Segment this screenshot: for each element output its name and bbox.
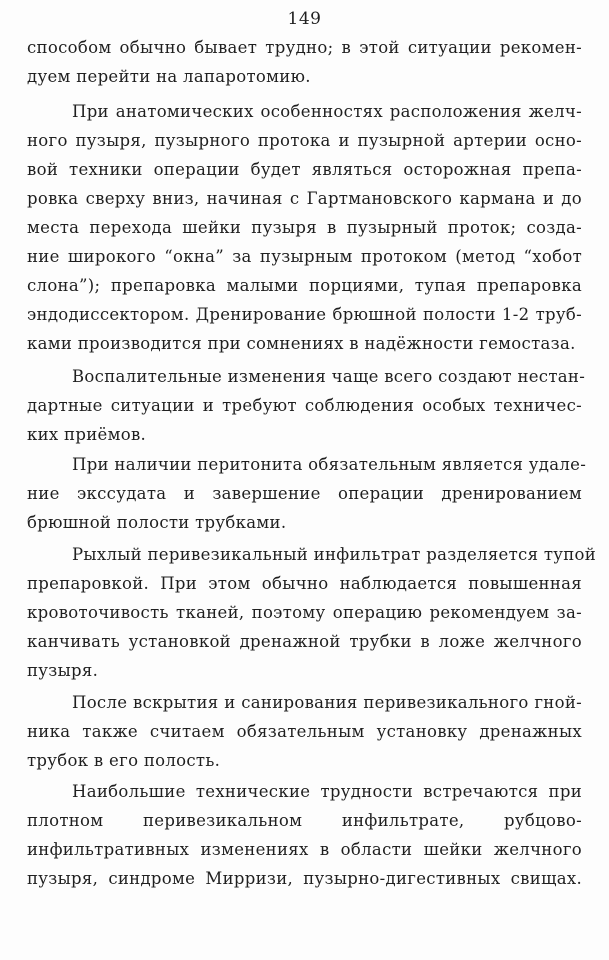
text-line: канчивать установкой дренажной трубки в ложе желчного <box>27 632 582 651</box>
text-line: ного пузыря, пузырного протока и пузырной артерии осно- <box>27 131 582 150</box>
text-line: пузыря. <box>27 661 99 680</box>
text-line: эндодиссектором. Дренирование брюшной полости 1-2 труб- <box>27 305 582 324</box>
text-line: дартные ситуации и требуют соблюдения особых техничес- <box>27 396 582 415</box>
text-line: плотном перивезикальном инфильтрате, рубцово- <box>27 811 582 830</box>
text-line: брюшной полости трубками. <box>27 513 287 532</box>
text-line: ких приёмов. <box>27 425 147 444</box>
page-number: 149 <box>287 9 322 29</box>
text-line: ками производится при сомнениях в надёжности гемостаза. <box>27 334 576 353</box>
text-line: кровоточивость тканей, поэтому операцию рекомендуем за- <box>27 603 582 622</box>
text-line: препаровкой. При этом обычно наблюдается повышенная <box>27 574 582 593</box>
text-line: дуем перейти на лапаротомию. <box>27 67 311 86</box>
text-line: Наибольшие технические трудности встречаются при <box>72 782 582 801</box>
text-line: При анатомических особенностях расположения желч- <box>72 102 582 121</box>
text-line: трубок в его полость. <box>27 751 221 770</box>
text-line: пузыря, синдроме Мирризи, пузырно-дигестивных свищах. <box>27 869 582 888</box>
text-line: места перехода шейки пузыря в пузырный проток; созда- <box>27 218 582 237</box>
text-line: ровка сверху вниз, начиная с Гартмановского кармана и до <box>27 189 582 208</box>
text-line: способом обычно бывает трудно; в этой ситуации рекомен- <box>27 38 582 57</box>
text-line: ние экссудата и завершение операции дренированием <box>27 484 582 503</box>
text-line: При наличии перитонита обязательным является удале- <box>72 455 587 474</box>
text-line: Воспалительные изменения чаще всего создают нестан- <box>72 367 586 386</box>
text-line: После вскрытия и санирования перивезикального гной- <box>72 693 582 712</box>
text-line: слона”); препаровка малыми порциями, тупая препаровка <box>27 276 582 295</box>
text-line: инфильтративных изменениях в области шейки желчного <box>27 840 582 859</box>
text-line: вой техники операции будет являться осторожная препа- <box>27 160 582 179</box>
text-line: Рыхлый перивезикальный инфильтрат разделяется тупой <box>72 545 597 564</box>
text-line: ние широкого “окна” за пузырным протоком (метод “хобот <box>27 247 582 266</box>
text-line: ника также считаем обязательным установку дренажных <box>27 722 582 741</box>
